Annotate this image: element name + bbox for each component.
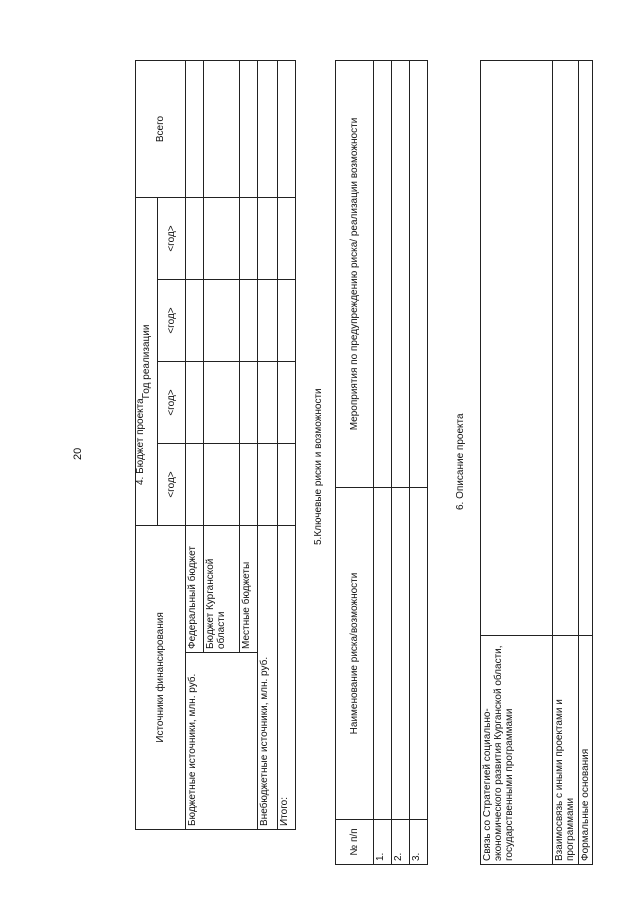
regional-label: Бюджет Курганской области: [204, 526, 240, 653]
risks-title: 5.Ключевые риски и возможности: [313, 388, 324, 545]
budget-title: 4. Бюджет проекта: [135, 398, 146, 485]
page-number: 20: [72, 447, 84, 460]
header-year-group: Год реализации: [136, 198, 158, 526]
col-num-header: № п/п: [336, 820, 374, 865]
budget-table: [135, 60, 296, 830]
description-title: 6. Описание проекта: [455, 413, 466, 510]
risks-table: [335, 60, 428, 865]
budget-sources-label: Бюджетные источники, млн. руб.: [186, 653, 258, 830]
table-row: 3.: [410, 820, 428, 865]
col-name-header: Наименование риска/возможности: [336, 488, 374, 820]
table-row: 1.: [374, 820, 392, 865]
description-row-links: Взаимосвязь с иными проектами и программами: [553, 636, 579, 865]
extrabudget-label: Внебюджетные источники, млн. руб.: [258, 526, 278, 830]
col-measures-header: Мероприятия по предупреждению риска/ реализации возможности: [336, 61, 374, 488]
description-row-strategy: Связь со Стратегией социально-экономического развития Курганской области, государственными программами: [481, 636, 553, 865]
federal-label: Федеральный бюджет: [186, 526, 204, 653]
description-table: [480, 60, 593, 865]
local-label: Местные бюджеты: [240, 526, 258, 653]
table-row: 2.: [392, 820, 410, 865]
header-year: <год>: [158, 198, 186, 280]
description-row-formal: Формальные основания: [579, 636, 593, 865]
header-total: Всего: [136, 61, 186, 198]
header-year: <год>: [158, 280, 186, 362]
header-year: <год>: [158, 362, 186, 444]
header-sources: Источники финансирования: [136, 526, 186, 830]
header-year: <год>: [158, 444, 186, 526]
total-label: Итого:: [278, 526, 296, 830]
